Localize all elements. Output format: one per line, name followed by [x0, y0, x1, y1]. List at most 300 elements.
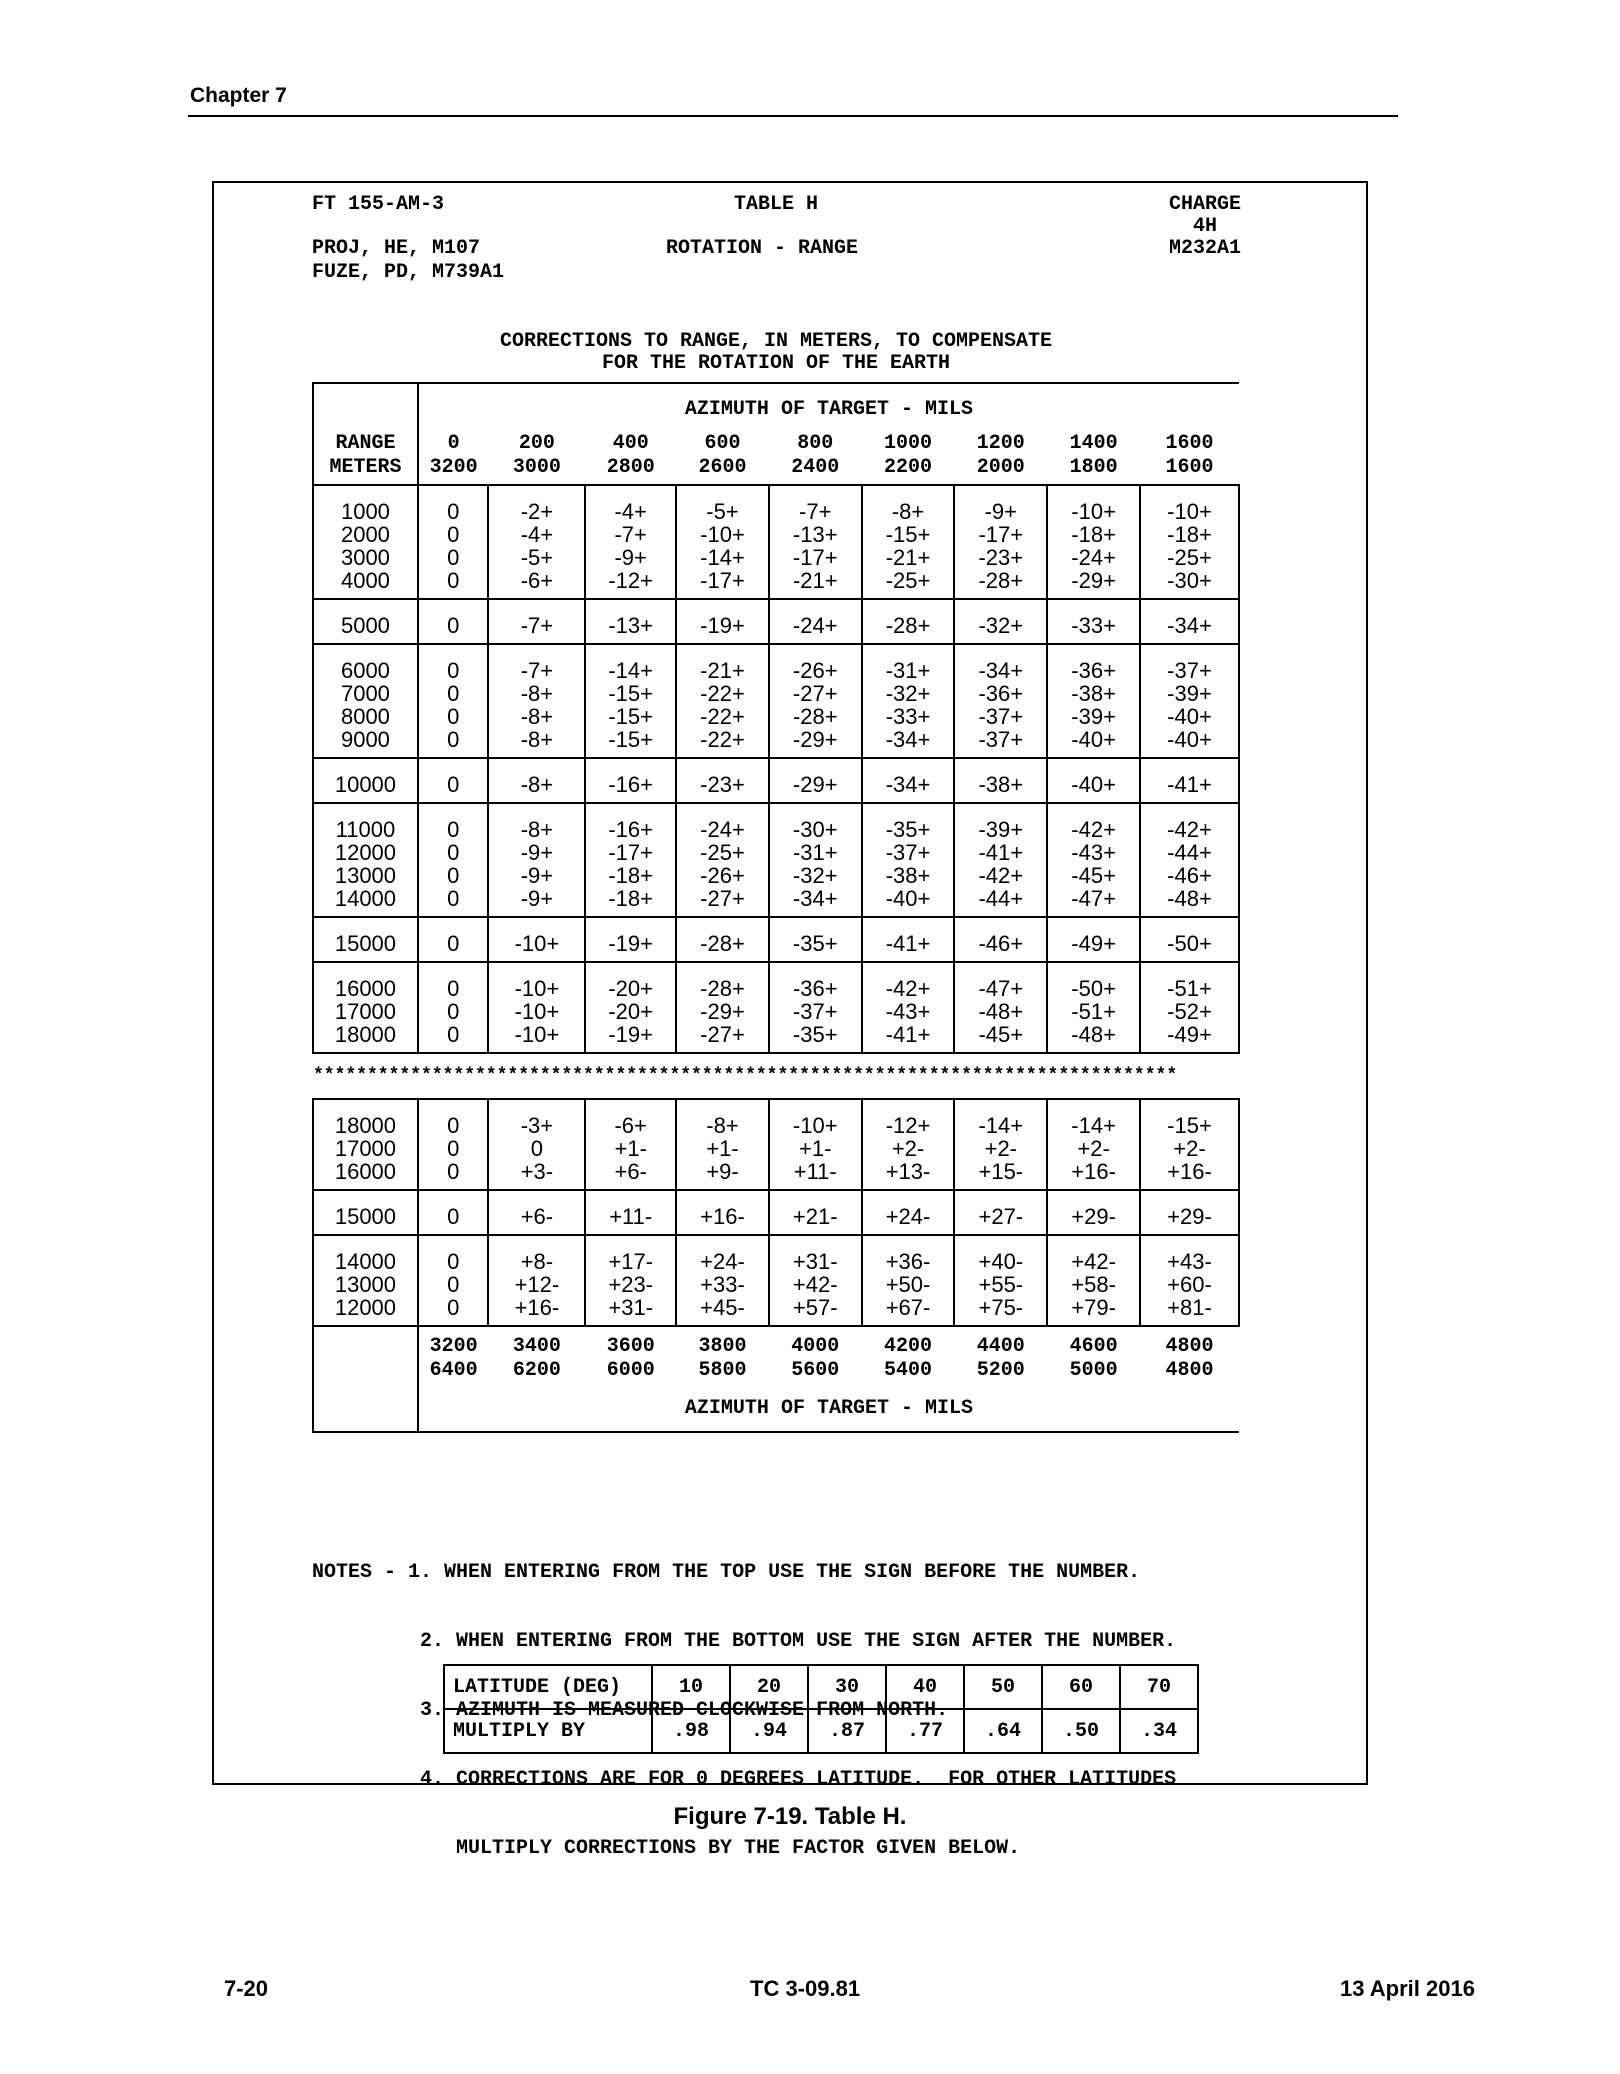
azimuth-bottom-cell — [862, 1326, 955, 1383]
correction-cell — [769, 1190, 862, 1235]
range-values: 11000 12000 13000 14000 — [334, 817, 397, 911]
correction-values: -46+ — [978, 931, 1024, 956]
correction-cell — [1047, 485, 1140, 599]
correction-cell — [585, 485, 676, 599]
azimuth-bottom-label-row — [313, 1383, 1239, 1432]
correction-values: +29- — [1167, 1204, 1212, 1229]
azimuth-bottom-cell — [418, 1326, 489, 1383]
header-rule — [188, 115, 1398, 117]
correction-values: +27- — [978, 1204, 1024, 1229]
correction-cell — [585, 917, 676, 962]
correction-values: +43- +60- +81- — [1167, 1249, 1212, 1320]
range-values: 16000 17000 18000 — [334, 976, 397, 1047]
latitude-degree-cell: 60 — [1042, 1665, 1120, 1709]
data-group-row — [313, 962, 1239, 1053]
correction-values: 0 0 0 — [447, 1249, 460, 1320]
azimuth-top-cell — [1140, 432, 1239, 485]
correction-values: -7+ -13+ -17+ -21+ — [792, 499, 838, 593]
multiply-label-cell: MULTIPLY BY — [444, 1709, 652, 1753]
correction-values: +24- +33- +45- — [700, 1249, 745, 1320]
correction-cell — [1140, 1190, 1239, 1235]
latitude-degree-cell: 50 — [964, 1665, 1042, 1709]
correction-cell — [954, 1190, 1047, 1235]
correction-cell — [862, 803, 955, 917]
correction-cell — [418, 962, 489, 1053]
azimuth-top-value-alt: 1800 — [1069, 456, 1118, 479]
correction-values: +29- — [1071, 1204, 1116, 1229]
azimuth-bottom-value: 4200 — [884, 1335, 933, 1358]
azimuth-bottom-value: 3800 — [698, 1335, 747, 1358]
correction-values: -36+ -38+ -39+ -40+ — [1071, 658, 1116, 752]
correction-values: -7+ — [520, 613, 554, 638]
azimuth-top-value: 1600 — [1165, 432, 1214, 455]
multiply-factor-cell: .64 — [964, 1709, 1042, 1753]
table-subtitle: ROTATION - RANGE — [666, 237, 859, 260]
azimuth-top-value: 200 — [518, 432, 555, 455]
data-group-row — [313, 758, 1239, 803]
range-header-cell — [313, 383, 418, 485]
correction-values: -34+ — [1167, 613, 1212, 638]
range-cell — [313, 1190, 418, 1235]
correction-values: -14+ +2- +16- — [1071, 1113, 1116, 1184]
correction-values: -40+ — [1071, 772, 1116, 797]
correction-cell — [862, 599, 955, 644]
correction-values: -10+ — [514, 931, 560, 956]
range-values: 18000 17000 16000 — [334, 1113, 397, 1184]
separator-cell — [313, 1053, 1239, 1099]
separator-stars: ******************************************************************************** — [313, 1066, 1178, 1086]
correction-cell — [418, 599, 489, 644]
correction-cell — [676, 1190, 769, 1235]
azimuth-bottom-cell — [1047, 1326, 1140, 1383]
data-group-row — [313, 1190, 1239, 1235]
range-cell — [313, 803, 418, 917]
range-header-2: METERS — [329, 456, 402, 479]
data-group-row — [313, 803, 1239, 917]
range-values: 6000 7000 8000 9000 — [340, 658, 390, 752]
correction-cell — [1047, 1099, 1140, 1190]
azimuth-bottom-value-alt: 5800 — [698, 1359, 747, 1382]
correction-values: 0 — [447, 772, 460, 797]
correction-cell — [862, 758, 955, 803]
footer-doc-id: TC 3-09.81 — [750, 1976, 861, 2001]
range-cell — [313, 1235, 418, 1326]
correction-values: -10+ +1- +11- — [792, 1113, 838, 1184]
correction-values: +17- +23- +31- — [608, 1249, 654, 1320]
correction-values: -23+ — [700, 772, 745, 797]
correction-values: +6- — [520, 1204, 554, 1229]
correction-values: -42+ -44+ -46+ -48+ — [1167, 817, 1212, 911]
azimuth-bottom-value-alt: 5000 — [1069, 1359, 1118, 1382]
correction-cell — [418, 485, 489, 599]
correction-cell — [769, 803, 862, 917]
correction-cell — [585, 599, 676, 644]
range-cell — [313, 485, 418, 599]
correction-values: +24- — [885, 1204, 931, 1229]
correction-cell — [769, 599, 862, 644]
correction-cell — [676, 917, 769, 962]
correction-values: -37+ -39+ -40+ -40+ — [1167, 658, 1212, 752]
correction-cell — [862, 644, 955, 758]
note-2: 2. WHEN ENTERING FROM THE BOTTOM USE THE SIGN AFTER THE NUMBER. — [420, 1630, 1177, 1653]
azimuth-top-value: 400 — [612, 432, 649, 455]
note-4b: MULTIPLY CORRECTIONS BY THE FACTOR GIVEN BELOW. — [420, 1837, 1021, 1860]
latitude-table — [443, 1664, 1199, 1754]
correction-values: +8- +12- +16- — [514, 1249, 560, 1320]
latitude-degree-cell: 20 — [730, 1665, 808, 1709]
correction-cell — [488, 758, 585, 803]
correction-cell — [954, 758, 1047, 803]
azimuth-top-row — [313, 432, 1239, 485]
azimuth-bottom-value: 3400 — [512, 1335, 561, 1358]
correction-values: -8+ +1- +9- — [706, 1113, 739, 1184]
azimuth-bottom-value-alt: 4800 — [1165, 1359, 1214, 1382]
azimuth-bottom-value: 3600 — [606, 1335, 655, 1358]
correction-values: -10+ -18+ -25+ -30+ — [1167, 499, 1212, 593]
correction-values: -42+ -43+ -45+ -47+ — [1071, 817, 1116, 911]
correction-cell — [862, 1099, 955, 1190]
correction-values: -2+ -4+ -5+ -6+ — [520, 499, 554, 593]
charge-label: CHARGE — [1168, 193, 1241, 216]
correction-cell — [954, 485, 1047, 599]
correction-cell — [1140, 917, 1239, 962]
correction-cell — [1047, 599, 1140, 644]
azimuth-top-value-alt: 2200 — [884, 456, 933, 479]
multiply-factor-cell: .34 — [1120, 1709, 1198, 1753]
multiply-factor-cell: .87 — [808, 1709, 886, 1753]
azimuth-bottom-value: 3200 — [429, 1335, 478, 1358]
ft-label: FT 155-AM-3 — [312, 193, 445, 216]
azimuth-bottom-value-alt: 6200 — [512, 1359, 561, 1382]
azimuth-bottom-value: 4600 — [1069, 1335, 1118, 1358]
correction-values: -51+ -52+ -49+ — [1167, 976, 1212, 1047]
multiply-factor-cell: .50 — [1042, 1709, 1120, 1753]
correction-cell — [1140, 803, 1239, 917]
azimuth-top-value-alt: 2600 — [698, 456, 747, 479]
figure-caption: Figure 7-19. Table H. — [673, 1803, 907, 1830]
latitude-label-cell: LATITUDE (DEG) — [444, 1665, 652, 1709]
azimuth-top-value: 1000 — [884, 432, 933, 455]
data-group-row — [313, 644, 1239, 758]
correction-values: -36+ -37+ -35+ — [792, 976, 838, 1047]
correction-values: -8+ — [520, 772, 554, 797]
correction-values: -28+ — [700, 931, 745, 956]
range-cell — [313, 1099, 418, 1190]
correction-values: -28+ — [885, 613, 931, 638]
range-cell — [313, 962, 418, 1053]
correction-cell — [769, 962, 862, 1053]
correction-cell — [1140, 758, 1239, 803]
data-group-row — [313, 1099, 1239, 1190]
azimuth-bottom-value: 4400 — [976, 1335, 1025, 1358]
correction-cell — [418, 1099, 489, 1190]
correction-cell — [769, 644, 862, 758]
correction-cell — [954, 644, 1047, 758]
correction-cell — [862, 962, 955, 1053]
correction-cell — [954, 917, 1047, 962]
azimuth-top-cell — [676, 432, 769, 485]
correction-values: -50+ — [1167, 931, 1212, 956]
azimuth-top-cell — [1047, 432, 1140, 485]
correction-cell — [1047, 644, 1140, 758]
azimuth-bottom-value-alt: 5400 — [884, 1359, 933, 1382]
correction-values: -39+ -41+ -42+ -44+ — [978, 817, 1024, 911]
correction-values: 0 — [447, 1204, 460, 1229]
azimuth-top-label-cell — [418, 383, 1239, 432]
correction-cell — [585, 1099, 676, 1190]
range-blank-cell — [313, 1326, 418, 1432]
correction-values: -19+ — [608, 931, 654, 956]
correction-cell — [488, 1235, 585, 1326]
correction-cell — [954, 599, 1047, 644]
correction-cell — [676, 644, 769, 758]
correction-values: -3+ 0 +3- — [520, 1113, 554, 1184]
range-cell — [313, 599, 418, 644]
correction-values: -10+ -18+ -24+ -29+ — [1071, 499, 1116, 593]
latitude-degree-cell: 70 — [1120, 1665, 1198, 1709]
correction-cell — [488, 962, 585, 1053]
correction-values: -29+ — [792, 772, 838, 797]
azimuth-top-value: 0 — [447, 432, 460, 455]
correction-cell — [676, 1099, 769, 1190]
range-values: 1000 2000 3000 4000 — [340, 499, 390, 593]
correction-cell — [676, 758, 769, 803]
correction-cell — [1140, 1235, 1239, 1326]
charge-value: 4H — [1192, 215, 1217, 238]
correction-cell — [676, 803, 769, 917]
range-values: 10000 — [334, 772, 397, 797]
correction-cell — [954, 1099, 1047, 1190]
correction-values: -34+ -36+ -37+ -37+ — [978, 658, 1024, 752]
correction-values: -41+ — [885, 931, 931, 956]
correction-values: -8+ -15+ -21+ -25+ — [885, 499, 931, 593]
correction-cell — [585, 962, 676, 1053]
data-group-row — [313, 599, 1239, 644]
correction-values: +36- +50- +67- — [885, 1249, 931, 1320]
azimuth-top-cell — [585, 432, 676, 485]
correction-values: -32+ — [978, 613, 1024, 638]
correction-cell — [488, 803, 585, 917]
range-values: 15000 — [334, 1204, 397, 1229]
correction-cell — [488, 1190, 585, 1235]
range-values: 14000 13000 12000 — [334, 1249, 397, 1320]
data-group-row — [313, 485, 1239, 599]
azimuth-bottom-value-alt: 5600 — [791, 1359, 840, 1382]
correction-cell — [769, 917, 862, 962]
correction-cell — [585, 1190, 676, 1235]
azimuth-bottom-cell — [676, 1326, 769, 1383]
correction-values: -35+ — [792, 931, 838, 956]
correction-cell — [1047, 962, 1140, 1053]
correction-cell — [1140, 485, 1239, 599]
correction-cell — [1047, 917, 1140, 962]
correction-cell — [418, 644, 489, 758]
azimuth-top-cell — [488, 432, 585, 485]
correction-cell — [418, 1190, 489, 1235]
azimuth-top-cell — [954, 432, 1047, 485]
data-group-row — [313, 917, 1239, 962]
latitude-degree-cell: 30 — [808, 1665, 886, 1709]
correction-cell — [676, 599, 769, 644]
multiply-factor-cell: .77 — [886, 1709, 964, 1753]
notes-label: NOTES - — [312, 1561, 397, 1584]
range-values: 5000 — [340, 613, 390, 638]
correction-values: -24+ -25+ -26+ -27+ — [700, 817, 745, 911]
correction-cell — [488, 1099, 585, 1190]
correction-values: -16+ — [608, 772, 654, 797]
azimuth-bottom-value: 4800 — [1165, 1335, 1214, 1358]
correction-values: -30+ -31+ -32+ -34+ — [792, 817, 838, 911]
correction-values: -20+ -20+ -19+ — [608, 976, 654, 1047]
chapter-heading: Chapter 7 — [190, 84, 287, 107]
azimuth-top-value: 1200 — [976, 432, 1025, 455]
range-header — [314, 432, 417, 484]
correction-values: +16- — [700, 1204, 745, 1229]
footer-date: 13 April 2016 — [1340, 1976, 1475, 2001]
correction-values: -8+ -9+ -9+ -9+ — [520, 817, 554, 911]
charge-model: M232A1 — [1168, 237, 1241, 260]
corrections-line-1: CORRECTIONS TO RANGE, IN METERS, TO COMPENSATE — [499, 330, 1053, 353]
correction-cell — [1140, 1099, 1239, 1190]
correction-values: -49+ — [1071, 931, 1116, 956]
correction-values: -16+ -17+ -18+ -18+ — [608, 817, 654, 911]
latitude-degree-cell: 40 — [886, 1665, 964, 1709]
correction-values: -14+ +2- +15- — [978, 1113, 1024, 1184]
azimuth-bottom-cell — [769, 1326, 862, 1383]
correction-cell — [1047, 758, 1140, 803]
correction-values: -26+ -27+ -28+ -29+ — [792, 658, 838, 752]
corrections-table — [312, 382, 1240, 1433]
correction-cell — [676, 1235, 769, 1326]
azimuth-bottom-value-alt: 6000 — [606, 1359, 655, 1382]
multiply-factor-cell: .98 — [652, 1709, 730, 1753]
azimuth-top-value: 600 — [704, 432, 741, 455]
azimuth-top-value: 1400 — [1069, 432, 1118, 455]
multiply-row — [444, 1709, 1198, 1753]
correction-values: -28+ -29+ -27+ — [700, 976, 745, 1047]
note-3: 3. AZIMUTH IS MEASURED CLOCKWISE FROM NORTH. — [420, 1699, 949, 1722]
azimuth-top-value: 800 — [797, 432, 834, 455]
correction-values: 0 0 0 0 — [447, 499, 460, 593]
correction-cell — [418, 758, 489, 803]
multiply-factor-cell: .94 — [730, 1709, 808, 1753]
correction-values: -35+ -37+ -38+ -40+ — [885, 817, 931, 911]
correction-cell — [769, 1099, 862, 1190]
correction-values: -13+ — [608, 613, 654, 638]
note-4a: 4. CORRECTIONS ARE FOR 0 DEGREES LATITUDE. FOR OTHER LATITUDES — [420, 1768, 1177, 1791]
proj-label: PROJ, HE, M107 — [312, 237, 481, 260]
correction-cell — [676, 485, 769, 599]
correction-values: 0 0 0 0 — [447, 658, 460, 752]
correction-cell — [1140, 962, 1239, 1053]
separator-row — [313, 1053, 1239, 1099]
correction-cell — [769, 758, 862, 803]
azimuth-bottom-cell — [585, 1326, 676, 1383]
correction-values: -33+ — [1071, 613, 1116, 638]
azimuth-top-value-alt: 2400 — [791, 456, 840, 479]
azimuth-top-cell — [418, 432, 489, 485]
correction-values: -10+ -10+ -10+ — [514, 976, 560, 1047]
correction-cell — [585, 803, 676, 917]
correction-values: -7+ -8+ -8+ -8+ — [520, 658, 554, 752]
data-group-row — [313, 1235, 1239, 1326]
correction-cell — [954, 1235, 1047, 1326]
fuze-label: FUZE, PD, M739A1 — [312, 261, 505, 284]
notes-line-1 — [312, 1561, 1176, 1584]
azimuth-top-value-alt: 3200 — [429, 456, 478, 479]
correction-values: -50+ -51+ -48+ — [1071, 976, 1116, 1047]
correction-cell — [1047, 803, 1140, 917]
correction-cell — [862, 1235, 955, 1326]
correction-cell — [769, 485, 862, 599]
azimuth-top-value-alt: 2800 — [606, 456, 655, 479]
correction-values: -34+ — [885, 772, 931, 797]
correction-values: -38+ — [978, 772, 1024, 797]
correction-values: 0 0 0 — [447, 1113, 460, 1184]
correction-values: -31+ -32+ -33+ -34+ — [885, 658, 931, 752]
correction-cell — [1047, 1235, 1140, 1326]
latitude-degree-cell: 10 — [652, 1665, 730, 1709]
azimuth-top-cell — [769, 432, 862, 485]
correction-values: +31- +42- +57- — [792, 1249, 838, 1320]
range-header-1: RANGE — [335, 432, 396, 455]
correction-cell — [676, 962, 769, 1053]
latitude-row — [444, 1665, 1198, 1709]
correction-values: -21+ -22+ -22+ -22+ — [700, 658, 745, 752]
azimuth-top-cell — [862, 432, 955, 485]
azimuth-top-label: AZIMUTH OF TARGET - MILS — [684, 398, 973, 421]
correction-cell — [954, 803, 1047, 917]
correction-values: 0 — [447, 613, 460, 638]
correction-values: 0 0 0 — [447, 976, 460, 1047]
correction-values: -5+ -10+ -14+ -17+ — [700, 499, 745, 593]
correction-values: -14+ -15+ -15+ -15+ — [608, 658, 654, 752]
azimuth-top-label-row — [313, 383, 1239, 432]
correction-cell — [1047, 1190, 1140, 1235]
correction-cell — [585, 1235, 676, 1326]
range-cell — [313, 644, 418, 758]
correction-values: 0 — [447, 931, 460, 956]
correction-cell — [488, 485, 585, 599]
correction-values: -4+ -7+ -9+ -12+ — [608, 499, 654, 593]
azimuth-bottom-value-alt: 6400 — [429, 1359, 478, 1382]
range-cell — [313, 758, 418, 803]
correction-values: -19+ — [700, 613, 745, 638]
correction-values: -12+ +2- +13- — [885, 1113, 931, 1184]
correction-cell — [954, 962, 1047, 1053]
azimuth-bottom-row — [313, 1326, 1239, 1383]
range-cell — [313, 917, 418, 962]
azimuth-bottom-cell — [488, 1326, 585, 1383]
azimuth-bottom-cell — [1140, 1326, 1239, 1383]
correction-values: +21- — [792, 1204, 838, 1229]
corrections-line-2: FOR THE ROTATION OF THE EARTH — [601, 352, 951, 375]
correction-values: -24+ — [792, 613, 838, 638]
correction-values: -6+ +1- +6- — [614, 1113, 647, 1184]
correction-cell — [862, 485, 955, 599]
correction-values: +40- +55- +75- — [978, 1249, 1024, 1320]
azimuth-bottom-value: 4000 — [791, 1335, 840, 1358]
correction-values: -41+ — [1167, 772, 1212, 797]
azimuth-bottom-cell — [954, 1326, 1047, 1383]
azimuth-bottom-label-cell — [418, 1383, 1239, 1432]
azimuth-bottom-value-alt: 5200 — [976, 1359, 1025, 1382]
azimuth-bottom-label: AZIMUTH OF TARGET - MILS — [684, 1397, 973, 1420]
correction-cell — [418, 803, 489, 917]
correction-values: -47+ -48+ -45+ — [978, 976, 1024, 1047]
table-name: TABLE H — [734, 193, 819, 216]
correction-cell — [1140, 599, 1239, 644]
